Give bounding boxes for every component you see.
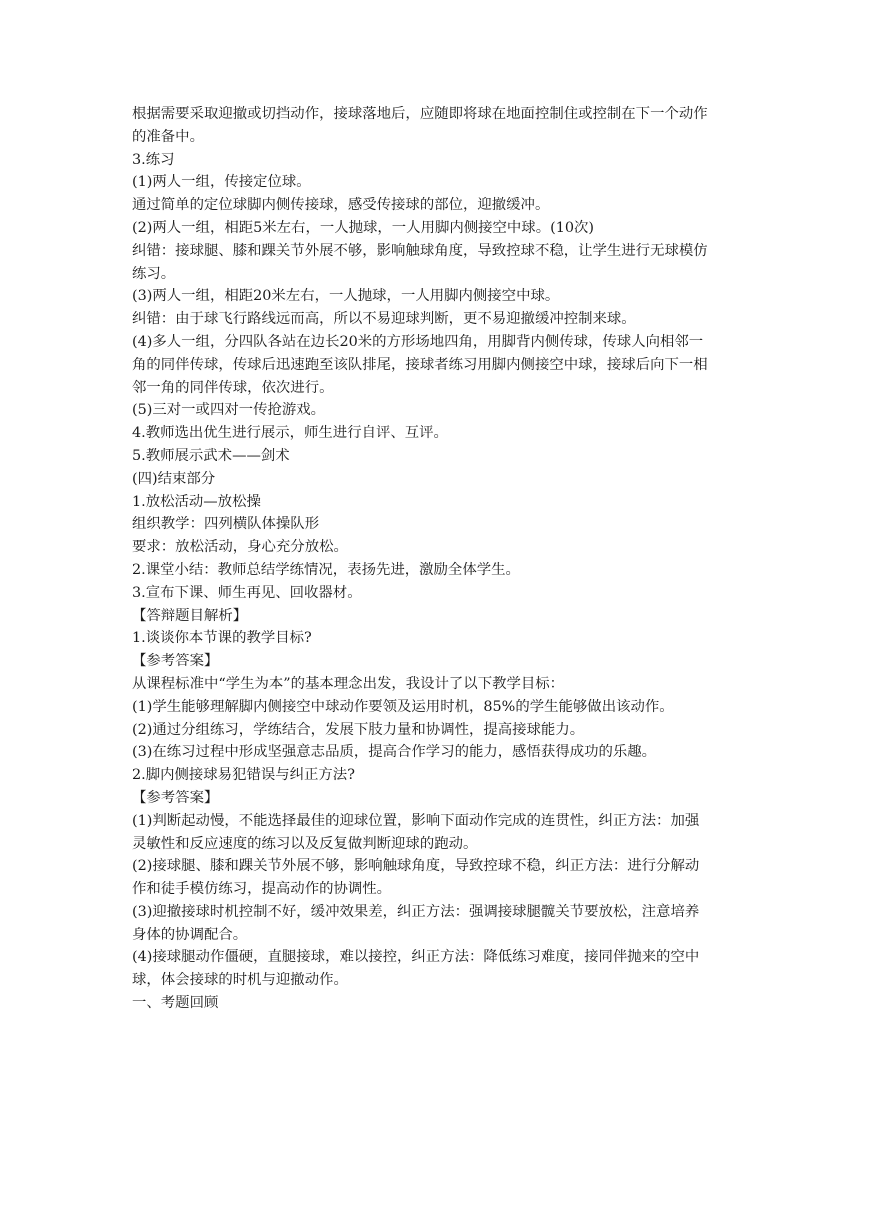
text-line: 邻一角的同伴传球，依次进行。 [132, 379, 334, 396]
text-line: 纠错：由于球飞行路线远而高，所以不易迎球判断，更不易迎撤缓冲控制来球。 [132, 311, 636, 328]
text-line: 3.宣布下课、师生再见、回收器材。 [132, 584, 362, 601]
text-line: (2)通过分组练习，学练结合，发展下肢力量和协调性，提高接球能力。 [132, 721, 585, 738]
answer-heading: 【参考答案】 [132, 789, 219, 806]
text-line: 组织教学：四列横队体操队形 [132, 516, 320, 533]
text-line: (1)两人一组，传接定位球。 [132, 174, 311, 191]
text-line: 练习。 [132, 265, 176, 282]
text-line: 4.教师选出优生进行展示，师生进行自评、互评。 [132, 425, 448, 442]
question-line: 2.脚内侧接球易犯错误与纠正方法? [132, 767, 355, 784]
text-line: (4)接球腿动作僵硬，直腿接球，难以接控，纠正方法：降低练习难度，接同伴抛来的空中 [132, 949, 700, 966]
text-line: 作和徒手模仿练习，提高动作的协调性。 [132, 881, 392, 898]
text-line: 通过简单的定位球脚内侧传接球，感受传接球的部位，迎撤缓冲。 [132, 197, 550, 214]
text-line: 纠错：接球腿、膝和踝关节外展不够，影响触球角度，导致控球不稳，让学生进行无球模仿 [132, 242, 708, 259]
question-line: 1.谈谈你本节课的教学目标? [132, 630, 312, 647]
text-line: 要求：放松活动，身心充分放松。 [132, 539, 348, 556]
text-line: 1.放松活动—放松操 [132, 493, 261, 510]
text-line: (3)两人一组，相距20米左右，一人抛球，一人用脚内侧接空中球。 [132, 288, 560, 305]
text-line: (2)接球腿、膝和踝关节外展不够，影响触球角度，导致控球不稳，纠正方法：进行分解动 [132, 858, 700, 875]
section-heading-defense: 【答辩题目解析】 [132, 607, 248, 624]
section-heading-ending: (四)结束部分 [132, 470, 216, 487]
text-line: (5)三对一或四对一传抢游戏。 [132, 402, 326, 419]
text-line: (3)迎撤接球时机控制不好，缓冲效果差，纠正方法：强调接球腿髋关节要放松，注意培养 [132, 903, 700, 920]
text-line: 身体的协调配合。 [132, 926, 248, 943]
text-line: (1)学生能够理解脚内侧接空中球动作要领及运用时机，85%的学生能够做出该动作。 [132, 698, 674, 715]
text-line: 2.课堂小结：教师总结学练情况，表扬先进，激励全体学生。 [132, 561, 520, 578]
text-line: 球，体会接球的时机与迎撤动作。 [132, 972, 348, 989]
section-heading-review: 一、考题回顾 [132, 995, 219, 1012]
document-page [132, 103, 740, 1015]
text-line: (1)判断起动慢，不能选择最佳的迎球位置，影响下面动作完成的连贯性，纠正方法：加强 [132, 812, 700, 829]
text-line: (2)两人一组，相距5米左右，一人抛球，一人用脚内侧接空中球。(10次) [132, 219, 595, 236]
text-line: 的准备中。 [132, 128, 204, 145]
answer-heading: 【参考答案】 [132, 653, 219, 670]
text-line: (4)多人一组，分四队各站在边长20米的方形场地四角，用脚背内侧传球，传球人向相邻一 [132, 333, 704, 350]
text-line: 角的同伴传球，传球后迅速跑至该队排尾，接球者练习用脚内侧接空中球，接球后向下一相 [132, 356, 708, 373]
text-line: 灵敏性和反应速度的练习以及反复做判断迎球的跑动。 [132, 835, 478, 852]
text-line: 从课程标准中“学生为本”的基本理念出发，我设计了以下教学目标： [132, 675, 565, 692]
text-line: 5.教师展示武术——剑术 [132, 447, 290, 464]
text-line: 根据需要采取迎撤或切挡动作，接球落地后，应随即将球在地面控制住或控制在下一个动作 [132, 106, 708, 122]
section-heading-practice: 3.练习 [132, 151, 175, 168]
text-line: (3)在练习过程中形成坚强意志品质，提高合作学习的能力，感悟获得成功的乐趣。 [132, 744, 657, 761]
